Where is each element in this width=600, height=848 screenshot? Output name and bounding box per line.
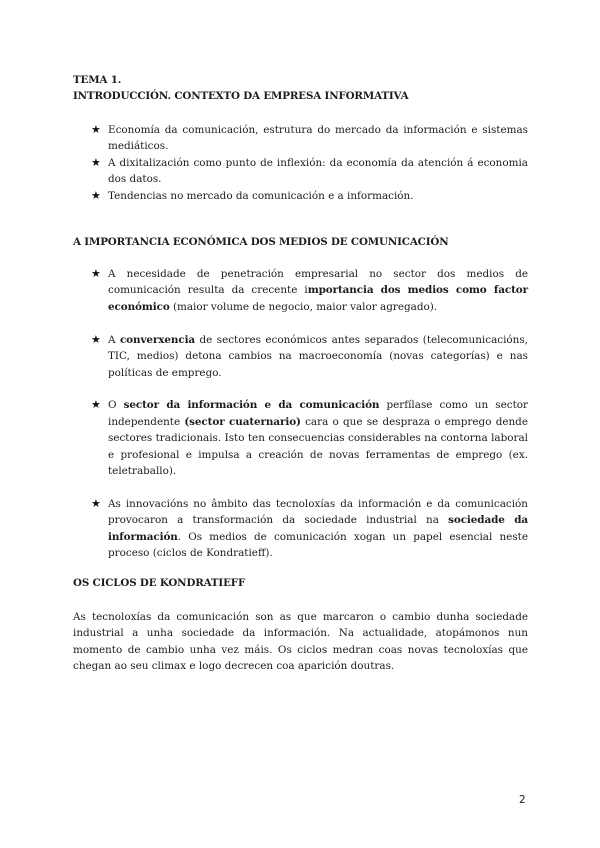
star-icon: ★ <box>91 188 101 202</box>
list-item-text: Tendencias no mercado da comunicación e a información. <box>108 189 414 202</box>
list-item-text: A necesidade de penetración empresarial no sector dos medios de comunicación resulta da crecente i <box>108 268 528 297</box>
bold-text: (sector cuaternario) <box>184 415 301 428</box>
list-item-text: (maior volume de negocio, maior valor agregado). <box>169 300 438 313</box>
bold-text: converxencia <box>119 333 196 346</box>
topic-bullet-list <box>91 122 528 204</box>
list-item <box>91 496 528 562</box>
list-item-text: A dixitalización como punto de inflexión: da economía da atención á economia dos datos. <box>108 156 528 186</box>
section-heading-ciclos: OS CICLOS DE KONDRATIEFF <box>73 577 246 589</box>
list-item-text: O <box>108 399 124 412</box>
bold-text: mportancia dos medios como factor económico <box>108 284 528 313</box>
list-item-text: de sectores económicos antes separados (telecomunicacións, TIC, medios) detona cambios na macroeconomía (novas categorías) e nas políticas de emprego. <box>108 333 528 379</box>
list-item-text: perfílase como un sector independente <box>108 399 528 428</box>
star-icon: ★ <box>91 123 101 136</box>
section-heading-importancia: A IMPORTANCIA ECONÓMICA DOS MEDIOS DE COMUNICACIÓN <box>73 236 449 248</box>
list-item <box>91 397 528 479</box>
list-item-text: As innovacións no âmbito das tecnoloxías da información e da comunicación provocaron a transformación da sociedade industrial na <box>108 497 528 527</box>
bold-text: sector da información e da comunicación <box>123 399 380 412</box>
list-item <box>91 155 528 188</box>
star-icon: ★ <box>91 332 101 346</box>
list-item-text: Economía da comunicación, estrutura do mercado da información e sistemas mediáticos. <box>108 124 528 153</box>
star-icon: ★ <box>91 155 101 169</box>
list-item <box>91 332 528 381</box>
list-item-text: . Os medios de comunicación xogan un papel esencial neste proceso (ciclos de Kondratieff). <box>108 530 528 560</box>
star-icon: ★ <box>91 267 101 280</box>
page-number: 2 <box>519 794 526 806</box>
topic-title: TEMA 1. <box>73 74 122 86</box>
list-item <box>91 122 528 155</box>
list-item <box>91 188 528 204</box>
star-icon: ★ <box>91 496 101 510</box>
topic-subtitle: INTRODUCCIÓN. CONTEXTO DA EMPRESA INFORMATIVA <box>73 90 409 102</box>
list-item-text: A <box>108 333 120 346</box>
list-item-text: cara o que se despraza o emprego dende sectores tradicionais. Isto ten consecuencias considerables na contorna laboral e profesional e impulsa a creación de novas ferramentas de emprego (ex. teletraballo). <box>108 415 528 478</box>
star-icon: ★ <box>91 398 101 412</box>
list-item <box>91 266 528 315</box>
bold-text: sociedade da información <box>108 514 528 543</box>
importancia-bullet-list <box>91 266 528 562</box>
ciclos-paragraph: As tecnoloxías da comunicación son as que marcaron o cambio dunha sociedade industrial a unha sociedade da información. Na actualidade, atopámonos nun momento de cambio unha vez máis. Os ciclos medran coas novas tecnoloxías que chegan ao seu climax e logo decrecen coa aparición doutras. <box>73 611 528 673</box>
